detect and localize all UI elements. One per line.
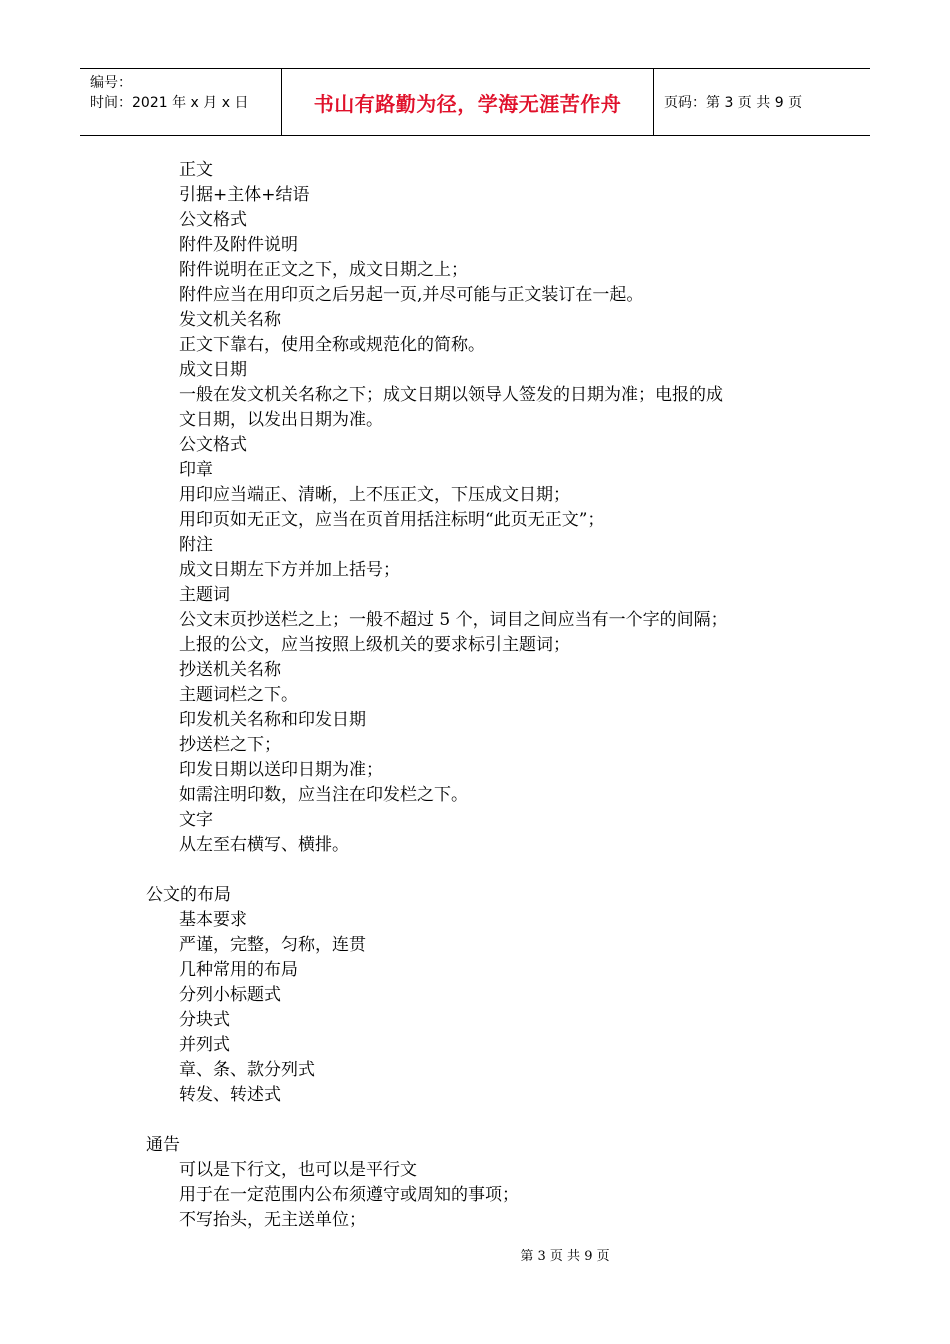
body-line: 上报的公文，应当按照上级机关的要求标引主题词； xyxy=(179,635,570,655)
body-line: 附件及附件说明 xyxy=(179,235,298,255)
header-meta xyxy=(80,69,282,135)
header-page-number: 页码：第 3 页 共 9 页 xyxy=(664,95,803,111)
body-line: 并列式 xyxy=(179,1035,230,1055)
blank-line xyxy=(0,1108,950,1133)
blank-line xyxy=(0,858,950,883)
body-line: 主题词栏之下。 xyxy=(179,685,298,705)
body-line: 分列小标题式 xyxy=(179,985,281,1005)
body-line: 公文格式 xyxy=(179,210,247,230)
body-line: 抄送机关名称 xyxy=(179,660,281,680)
document-date-label: 时间：2021 年 x 月 x 日 xyxy=(90,95,249,111)
body-line: 从左至右横写、横排。 xyxy=(179,835,349,855)
body-line: 转发、转述式 xyxy=(179,1085,281,1105)
body-line: 正文下靠右，使用全称或规范化的简称。 xyxy=(179,335,485,355)
body-line: 一般在发文机关名称之下；成文日期以领导人签发的日期为准；电报的成 xyxy=(179,385,723,405)
page-footer xyxy=(0,1245,950,1264)
body-line: 用印应当端正、清晰，上不压正文，下压成文日期； xyxy=(179,485,570,505)
body-line: 几种常用的布局 xyxy=(179,960,298,980)
body-line: 附件应当在用印页之后另起一页,并尽可能与正文装订在一起。 xyxy=(179,285,644,305)
body-line: 正文 xyxy=(179,160,213,180)
body-line: 附件说明在正文之下，成文日期之上； xyxy=(179,260,468,280)
section-heading: 通告 xyxy=(146,1135,180,1155)
section-heading: 公文的布局 xyxy=(146,885,231,905)
body-line: 附注 xyxy=(179,535,213,555)
body-line: 分块式 xyxy=(179,1010,230,1030)
document-number-label: 编号： xyxy=(90,75,132,91)
body-line: 发文机关名称 xyxy=(179,310,281,330)
body-line: 章、条、款分列式 xyxy=(179,1060,315,1080)
body-line: 文日期，以发出日期为准。 xyxy=(179,410,383,430)
body-line: 印发机关名称和印发日期 xyxy=(179,710,366,730)
body-line: 用于在一定范围内公布须遵守或周知的事项； xyxy=(179,1185,519,1205)
body-line: 抄送栏之下； xyxy=(179,735,281,755)
body-line: 公文末页抄送栏之上；一般不超过 5 个，词目之间应当有一个字的间隔； xyxy=(179,610,728,630)
body-line: 不写抬头，无主送单位； xyxy=(179,1210,366,1230)
body-line: 可以是下行文，也可以是平行文 xyxy=(179,1160,417,1180)
body-line: 主题词 xyxy=(179,585,230,605)
body-line: 成文日期左下方并加上括号； xyxy=(179,560,400,580)
body-line: 公文格式 xyxy=(179,435,247,455)
footer-page-number: 第 3 页 共 9 页 xyxy=(520,1249,610,1264)
body-line: 成文日期 xyxy=(179,360,247,380)
body-line: 引据+主体+结语 xyxy=(179,185,310,205)
header-motto: 书山有路勤为径，学海无涯苦作舟 xyxy=(282,69,654,135)
body-line: 如需注明印数，应当注在印发栏之下。 xyxy=(179,785,468,805)
body-line: 用印页如无正文，应当在页首用括注标明“此页无正文”； xyxy=(179,510,605,530)
body-line: 严谨，完整，匀称，连贯 xyxy=(179,935,366,955)
body-line: 印发日期以送印日期为准； xyxy=(179,760,383,780)
body-line: 文字 xyxy=(179,810,213,830)
body-line: 印章 xyxy=(179,460,213,480)
page-header xyxy=(80,68,870,136)
body-line: 基本要求 xyxy=(179,910,247,930)
document-body xyxy=(0,158,950,1233)
